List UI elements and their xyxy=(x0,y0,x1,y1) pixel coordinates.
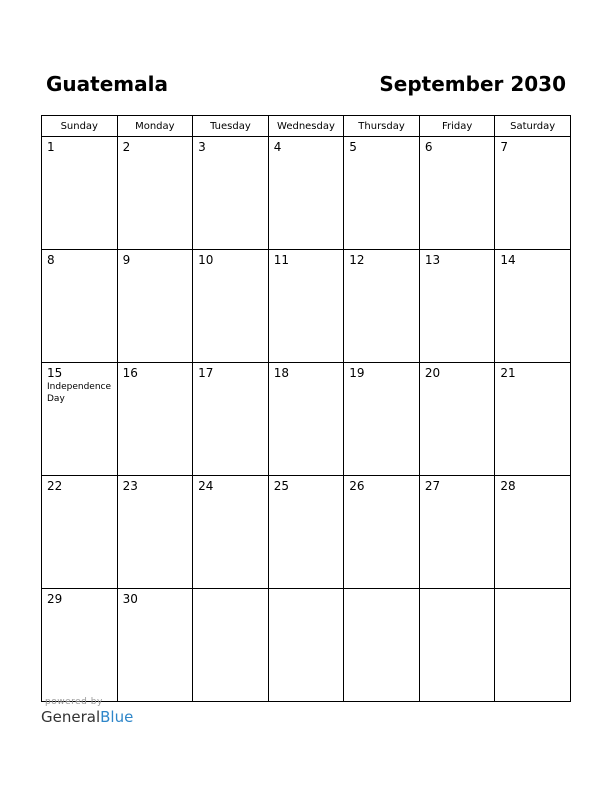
day-number: 19 xyxy=(349,366,365,380)
day-number: 20 xyxy=(424,366,441,380)
weekday-saturday: Saturday xyxy=(495,116,571,137)
day-number: 22 xyxy=(47,479,63,493)
day-cell xyxy=(268,589,344,702)
day-number: 11 xyxy=(273,253,289,267)
day-cell xyxy=(419,250,495,363)
weekday-wednesday: Wednesday xyxy=(268,116,344,137)
day-cell xyxy=(268,137,344,250)
day-number: 6 xyxy=(424,140,433,154)
day-number: 18 xyxy=(273,366,289,380)
generalblue-logo[interactable] xyxy=(41,708,133,726)
day-number: 5 xyxy=(349,140,357,154)
day-cell xyxy=(495,363,571,476)
day-number: 29 xyxy=(47,592,63,606)
day-cell xyxy=(117,137,193,250)
day-number: 14 xyxy=(500,253,516,267)
day-cell xyxy=(344,250,420,363)
day-cell xyxy=(344,137,420,250)
day-cell xyxy=(495,476,571,589)
weekday-thursday: Thursday xyxy=(344,116,420,137)
day-cell xyxy=(193,589,269,702)
day-cell xyxy=(495,589,571,702)
day-number: 28 xyxy=(500,479,516,493)
day-number: 21 xyxy=(500,366,516,380)
week-row xyxy=(42,137,571,250)
day-cell xyxy=(495,250,571,363)
day-number: 8 xyxy=(47,253,55,267)
calendar-grid xyxy=(41,115,571,702)
day-number: 10 xyxy=(198,253,214,267)
brand-blue-text: Blue xyxy=(100,708,134,726)
weekday-monday: Monday xyxy=(117,116,193,137)
day-cell xyxy=(419,476,495,589)
day-number: 17 xyxy=(198,366,214,380)
brand-general-text: General xyxy=(41,708,101,726)
day-cell xyxy=(419,363,495,476)
day-cell xyxy=(419,137,495,250)
day-cell xyxy=(42,250,118,363)
day-number: 9 xyxy=(122,253,131,267)
day-number: 3 xyxy=(198,140,206,154)
country-title: Guatemala xyxy=(46,72,168,96)
weekday-header-row xyxy=(42,116,571,137)
day-number: 24 xyxy=(198,479,214,493)
day-cell xyxy=(193,137,269,250)
powered-by-label: powered by xyxy=(45,697,103,707)
week-row xyxy=(42,476,571,589)
day-cell xyxy=(42,137,118,250)
day-cell xyxy=(42,363,118,476)
day-number: 7 xyxy=(500,140,509,154)
weekday-sunday: Sunday xyxy=(42,116,118,137)
weekday-friday: Friday xyxy=(419,116,495,137)
day-cell xyxy=(117,476,193,589)
day-cell xyxy=(344,476,420,589)
day-number: 13 xyxy=(424,253,441,267)
day-cell xyxy=(42,589,118,702)
day-cell xyxy=(193,363,269,476)
day-cell xyxy=(117,363,193,476)
day-cell xyxy=(344,589,420,702)
day-number: 1 xyxy=(47,140,55,154)
month-year-title: September 2030 xyxy=(379,72,566,96)
day-cell xyxy=(268,250,344,363)
day-number: 2 xyxy=(122,140,131,154)
day-cell xyxy=(495,137,571,250)
day-cell xyxy=(268,476,344,589)
day-cell xyxy=(268,363,344,476)
day-number: 25 xyxy=(273,479,289,493)
day-number: 4 xyxy=(273,140,282,154)
day-cell xyxy=(193,476,269,589)
day-number: 15 xyxy=(47,366,63,380)
holiday-label: Independence Day xyxy=(47,382,112,404)
day-cell xyxy=(42,476,118,589)
day-number: 23 xyxy=(122,479,138,493)
day-cell xyxy=(419,589,495,702)
week-row xyxy=(42,363,571,476)
week-row xyxy=(42,589,571,702)
weekday-tuesday: Tuesday xyxy=(193,116,269,137)
day-cell xyxy=(193,250,269,363)
day-number: 30 xyxy=(122,592,138,606)
day-cell xyxy=(344,363,420,476)
day-number: 12 xyxy=(349,253,365,267)
day-number: 27 xyxy=(424,479,441,493)
day-number: 26 xyxy=(349,479,365,493)
day-number: 16 xyxy=(122,366,138,380)
day-cell xyxy=(117,250,193,363)
day-cell xyxy=(117,589,193,702)
week-row xyxy=(42,250,571,363)
